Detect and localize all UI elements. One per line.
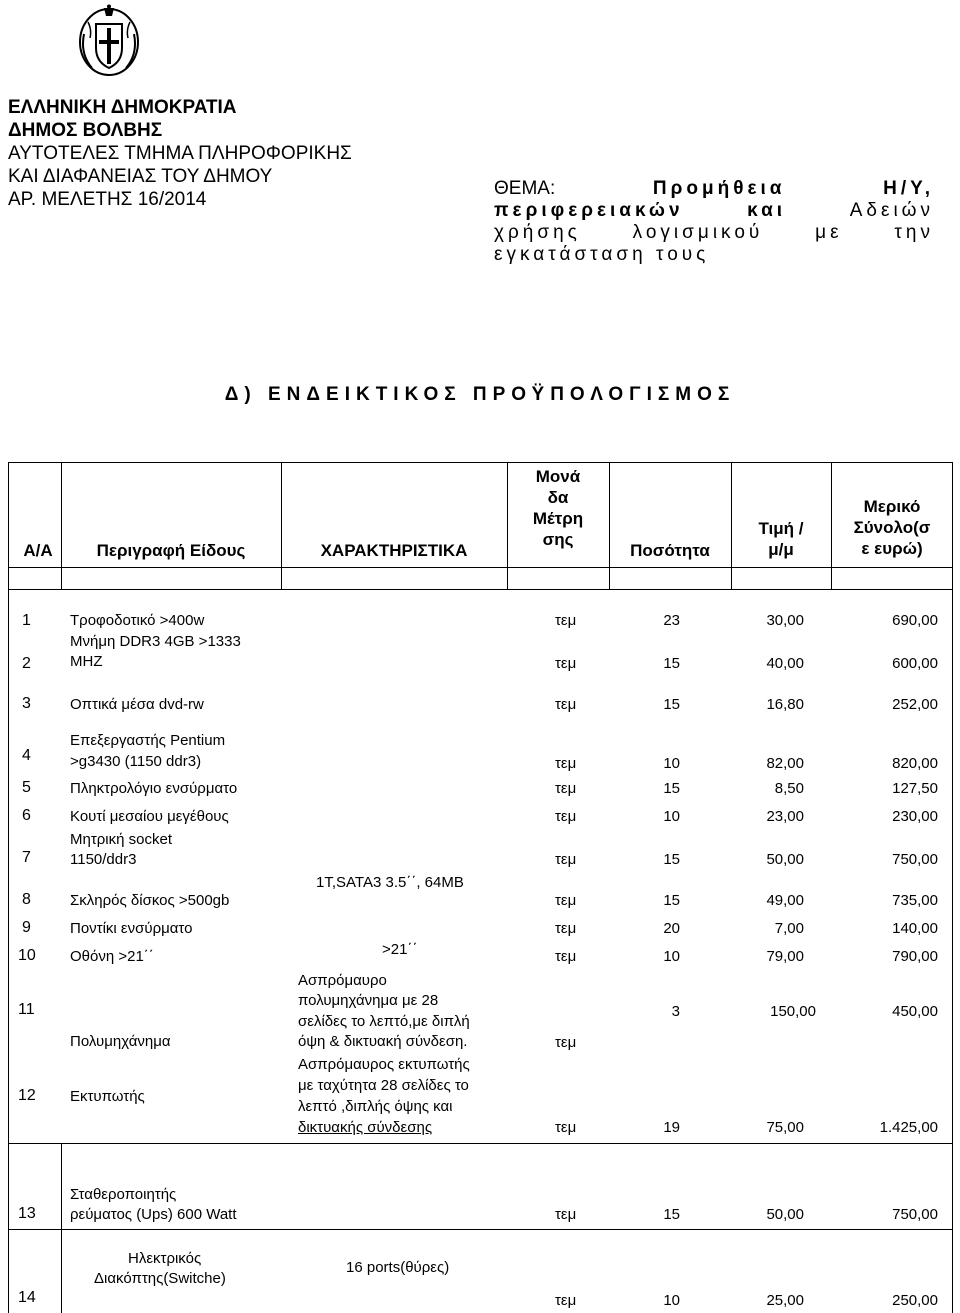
row-13-number: 13: [18, 1205, 36, 1222]
row-10-characteristics: >21΄΄: [382, 941, 418, 958]
row-11-total: 450,00: [892, 1003, 938, 1020]
row-14-quantity: 10: [663, 1292, 680, 1309]
subject-word-9: την: [894, 222, 934, 243]
row-7-total: 750,00: [892, 851, 938, 868]
row-12-characteristics-4: δικτυακής σύνδεσης: [298, 1119, 433, 1136]
row-11-quantity: 3: [671, 1003, 680, 1020]
row-9-total: 140,00: [892, 920, 938, 937]
row-7-description-2: 1150/ddr3: [70, 851, 137, 868]
subject-word-10: εγκατάσταση τους: [494, 244, 710, 265]
row-6-price: 23,00: [766, 808, 804, 825]
row-5-description: Πληκτρολόγιο ενσύρματο: [70, 780, 238, 797]
row-6-total: 230,00: [892, 808, 938, 825]
row-13-description-2: ρεύματος (Ups) 600 Watt: [70, 1206, 237, 1223]
row-3-quantity: 15: [663, 696, 680, 713]
row-4-price: 82,00: [766, 755, 804, 772]
row-7-description: Μητρική socket: [70, 831, 172, 848]
header-line-3: ΑΥΤΟΤΕΛΕΣ ΤΜΗΜΑ ΠΛΗΡΟΦΟΡΙΚΗΣ: [8, 143, 352, 164]
row-8-quantity: 15: [663, 892, 680, 909]
subject-word-3: περιφερειακών: [494, 200, 684, 221]
row-13-description: Σταθεροποιητής: [70, 1186, 177, 1203]
subject-block: [494, 178, 934, 266]
row-11-unit: τεμ: [555, 1034, 577, 1051]
greek-emblem-icon: [78, 4, 140, 76]
row-1-total: 690,00: [892, 612, 938, 629]
row-13-price: 50,00: [766, 1206, 804, 1223]
col-header-partial-total: Μερικό Σύνολο(σ ε ευρώ): [853, 497, 931, 558]
row-1-description: Τροφοδοτικό >400w: [70, 612, 205, 629]
row-11-characteristics-1: Ασπρόμαυρο: [298, 972, 387, 989]
row-6-unit: τεμ: [555, 808, 577, 825]
row-1-unit: τεμ: [555, 612, 577, 629]
row-10-unit: τεμ: [555, 948, 577, 965]
row-2-unit: τεμ: [555, 655, 577, 672]
row-7-unit: τεμ: [555, 851, 577, 868]
row-5-quantity: 15: [663, 780, 680, 797]
row-4-quantity: 10: [663, 755, 680, 772]
row-12-characteristics-3: λεπτό ,διπλής όψης και: [298, 1098, 453, 1115]
row-3-price: 16,80: [766, 696, 804, 713]
row-4-description: Επεξεργαστής Pentium: [70, 732, 226, 749]
row-1-number: 1: [22, 612, 31, 629]
row-5-total: 127,50: [892, 780, 938, 797]
row-14-characteristics: 16 ports(θύρες): [346, 1259, 450, 1276]
row-2-number: 2: [22, 655, 31, 672]
row-9-quantity: 20: [663, 920, 680, 937]
col-header-aa: Α/Α: [23, 541, 53, 560]
col-header-unit: Μονά δα Μέτρη σης: [532, 467, 584, 549]
row-8-total: 735,00: [892, 892, 938, 909]
row-10-price: 79,00: [766, 948, 804, 965]
subject-word-8: με: [815, 222, 843, 243]
subject-word-4: και: [747, 200, 787, 221]
row-2-price: 40,00: [766, 655, 804, 672]
col-header-description: Περιγραφή Είδους: [96, 541, 246, 560]
row-10-description: Οθόνη >21΄΄: [70, 948, 154, 965]
row-12-quantity: 19: [663, 1119, 680, 1136]
row-10-total: 790,00: [892, 948, 938, 965]
row-8-characteristics: 1T,SATA3 3.5΄΄, 64MB: [316, 874, 464, 891]
row-8-price: 49,00: [766, 892, 804, 909]
row-4-total: 820,00: [892, 755, 938, 772]
subject-word-2: Η/Υ,: [883, 178, 934, 199]
row-14-total: 250,00: [892, 1292, 938, 1309]
row-9-description: Ποντίκι ενσύρματο: [70, 920, 193, 937]
row-11-characteristics-3: σελίδες το λεπτό,με διπλή: [298, 1013, 470, 1030]
row-7-number: 7: [22, 849, 31, 866]
row-13-quantity: 15: [663, 1206, 680, 1223]
subject-word-5: Αδειών: [849, 200, 934, 221]
row-14-unit: τεμ: [555, 1292, 577, 1309]
row-4-number: 4: [22, 747, 31, 764]
row-5-price: 8,50: [774, 780, 804, 797]
row-10-number: 10: [18, 947, 36, 964]
row-11-characteristics-2: πολυμηχάνημα με 28: [298, 992, 439, 1009]
row-2-total: 600,00: [892, 655, 938, 672]
row-6-description: Κουτί μεσαίου μεγέθους: [70, 808, 229, 825]
row-6-quantity: 10: [663, 808, 680, 825]
row-10-quantity: 10: [663, 948, 680, 965]
row-3-total: 252,00: [892, 696, 938, 713]
issuer-header: [8, 96, 352, 211]
row-1-price: 30,00: [766, 612, 804, 629]
row-12-unit: τεμ: [555, 1119, 577, 1136]
row-2-quantity: 15: [663, 655, 680, 672]
row-14-description-2: Διακόπτης(Switche): [94, 1270, 226, 1287]
row-2-description: Μνήμη DDR3 4GB >1333: [70, 633, 241, 650]
row-11-characteristics-4: όψη & δικτυακή σύνδεση.: [298, 1033, 468, 1050]
header-line-4: ΚΑΙ ΔΙΑΦΑΝΕΙΑΣ ΤΟΥ ΔΗΜΟΥ: [8, 166, 273, 187]
row-8-number: 8: [22, 891, 31, 908]
row-5-unit: τεμ: [555, 780, 577, 797]
row-9-unit: τεμ: [555, 920, 577, 937]
row-13-total: 750,00: [892, 1206, 938, 1223]
row-12-description: Εκτυπωτής: [70, 1088, 145, 1105]
section-title: Δ) ΕΝΔΕΙΚΤΙΚΟΣ ΠΡΟΫΠΟΛΟΓΙΣΜΟΣ: [224, 384, 736, 405]
row-12-characteristics-2: με ταχύτητα 28 σελίδες το: [298, 1077, 469, 1094]
row-12-characteristics-1: Ασπρόμαυρος εκτυπωτής: [298, 1056, 470, 1073]
header-line-1: ΕΛΛΗΝΙΚΗ ΔΗΜΟΚΡΑΤΙΑ: [8, 97, 237, 118]
row-3-description: Οπτικά μέσα dvd-rw: [70, 696, 204, 713]
row-12-total: 1.425,00: [879, 1119, 938, 1136]
row-1-quantity: 23: [663, 612, 680, 629]
row-7-price: 50,00: [766, 851, 804, 868]
subject-word-6: χρήσης: [494, 222, 581, 243]
header-line-2: ΔΗΜΟΣ ΒΟΛΒΗΣ: [8, 120, 163, 141]
row-12-price: 75,00: [766, 1119, 804, 1136]
row-13-unit: τεμ: [555, 1206, 577, 1223]
row-9-price: 7,00: [774, 920, 804, 937]
row-6-number: 6: [22, 807, 31, 824]
row-4-description-2: >g3430 (1150 ddr3): [70, 753, 202, 770]
row-5-number: 5: [22, 779, 31, 796]
row-14-price: 25,00: [766, 1292, 804, 1309]
row-14-number: 14: [18, 1289, 36, 1306]
subject-label: ΘΕΜΑ:: [494, 178, 556, 199]
row-11-number: 11: [18, 1001, 35, 1018]
row-2-description-2: MHZ: [70, 653, 103, 670]
col-header-unit-price: Τιμή / μ/μ: [758, 519, 804, 559]
row-3-unit: τεμ: [555, 696, 577, 713]
header-line-5: ΑΡ. ΜΕΛΕΤΗΣ 16/2014: [8, 189, 207, 210]
row-4-unit: τεμ: [555, 755, 577, 772]
row-14-description: Ηλεκτρικός: [128, 1250, 202, 1267]
subject-word-7: λογισμικού: [632, 222, 764, 243]
row-11-description: Πολυμηχάνημα: [70, 1033, 171, 1050]
row-12-number: 12: [18, 1087, 36, 1104]
row-7-quantity: 15: [663, 851, 680, 868]
row-9-number: 9: [22, 919, 31, 936]
row-8-unit: τεμ: [555, 892, 577, 909]
row-8-description: Σκληρός δίσκος >500gb: [70, 892, 230, 909]
subject-word-1: Προμήθεια: [652, 178, 786, 199]
col-header-quantity: Ποσότητα: [630, 541, 710, 560]
col-header-characteristics: ΧΑΡΑΚΤΗΡΙΣΤΙΚΑ: [320, 541, 468, 560]
row-3-number: 3: [22, 695, 31, 712]
row-11-price: 150,00: [770, 1003, 816, 1020]
